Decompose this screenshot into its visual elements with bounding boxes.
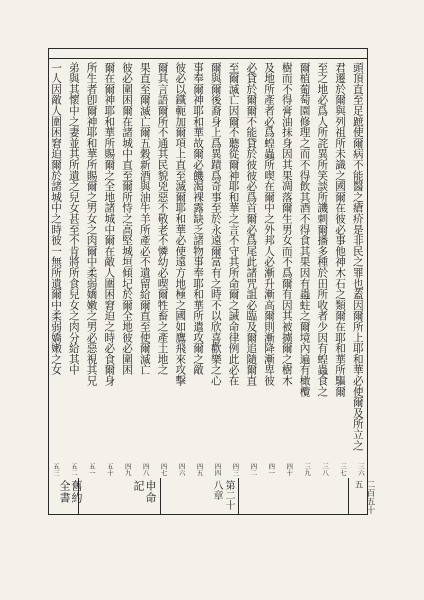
chapter-label: 第二十八章	[211, 480, 234, 510]
verse-number: 三八	[321, 462, 330, 476]
text-column: 彼必以鐵軛加爾項上直至滅爾耶和華必使遠方地極之國如鷹飛來攻擊	[174, 62, 187, 386]
verse-number: 四八	[141, 462, 150, 476]
text-column: 君遷於爾與列祖所未識之國爾在彼必事他神木石之類爾在耶和華所驅爾	[334, 62, 346, 397]
text-column: 弟與其懷中之妻並其所遺之兒女甚至不肯將所食兒女之肉分給其中	[67, 62, 80, 376]
book-title: 舊約全書	[58, 480, 83, 504]
verse-number: 四一	[267, 462, 276, 476]
verse-markers	[52, 462, 364, 476]
text-column: 爾植葡萄園修理之而不得飲其酒不得食其果因有蟲蛀之爾境內遍有橄欖	[298, 62, 311, 397]
verse-number: 四九	[123, 462, 132, 476]
text-column: 彼必圍困爾在諸城中直至爾所恃之高堅城垣傾圮於爾全地彼必圍困	[121, 62, 133, 376]
text-column: 爾在爾神耶和華所賜爾之全地諸城中爾在敵人圍困窘迫之時必食爾身	[103, 62, 116, 386]
top-rule	[48, 58, 368, 59]
text-column: 及地所產者必爲蝗蟲所喫在爾中之外邦人必漸升漸高爾則漸降漸卑彼	[263, 62, 275, 386]
verse-number: 四五	[195, 462, 204, 476]
text-column: 一人因敵人圍困窘迫爾於諸城中之時彼一無所遺爾中柔弱嬌嫩之女	[50, 62, 62, 376]
text-column: 事奉爾神耶和華故爾必饑渴裸露缺乏諸物事奉耶和華所遣攻爾之敵	[192, 62, 204, 376]
divider	[348, 478, 349, 514]
verse-number: 四十	[285, 462, 294, 476]
page-number: 二百五十五	[353, 480, 375, 514]
verse-number: 四六	[177, 462, 186, 476]
verse-number: 三六	[356, 462, 365, 476]
text-column: 樹而不得膏油抹身因其果凋落爾生男女而不爲爾有因其被擄爾之樹木	[280, 62, 293, 386]
text-column: 爾與爾後裔身上爲異蹟爲奇事至於永遠爾富有之時不以欣喜歡樂之心	[209, 62, 222, 386]
text-column: 爾其言語爾所不通其民貌兇惡不敬老不憐幼必喫爾牲畜之產土地之	[156, 62, 169, 376]
text-column: 所生者卽爾神耶和華所賜爾之男女之肉爾中柔弱嬌嫩之男必惡視其兄	[85, 62, 98, 386]
footer-band	[48, 478, 375, 514]
verse-number: 四三	[231, 462, 240, 476]
divider	[160, 478, 161, 514]
text-column: 至之地必爲人所詫異所笑談所譏刺爾播多種於田所收者少因有蝗蟲食之	[316, 62, 329, 397]
verse-number: 四七	[159, 462, 168, 476]
text-column: 必貸於爾爾不能貸於彼彼必爲首爾必爲尾此諸咒詛必臨及爾追隨爾直	[245, 62, 258, 386]
verse-number: 四四	[213, 462, 222, 476]
divider	[238, 478, 239, 514]
section-title: 申命記	[132, 480, 157, 504]
verse-number: 五十	[105, 462, 114, 476]
verse-number: 三九	[303, 462, 312, 476]
verse-number: 三七	[339, 462, 347, 476]
scripture-text	[50, 62, 364, 462]
verse-number: 五三	[52, 462, 60, 476]
text-column: 頭頂直至足蹠使爾病不能醫之瘡疥是非民之罪也蓋因爾所上耶和華必使爾及所立之	[351, 62, 364, 451]
text-column: 果直至爾滅亡爾五穀新酒與油牛羊所產必不遺留給爾直至使爾滅亡	[138, 62, 151, 376]
text-column: 至爾滅亡因爾不聽從爾神耶和華之言不守其所命爾之誡命律例此必在	[227, 62, 240, 386]
verse-number: 五二	[69, 462, 78, 476]
verse-number: 四二	[249, 462, 258, 476]
verse-number: 五一	[87, 462, 96, 476]
